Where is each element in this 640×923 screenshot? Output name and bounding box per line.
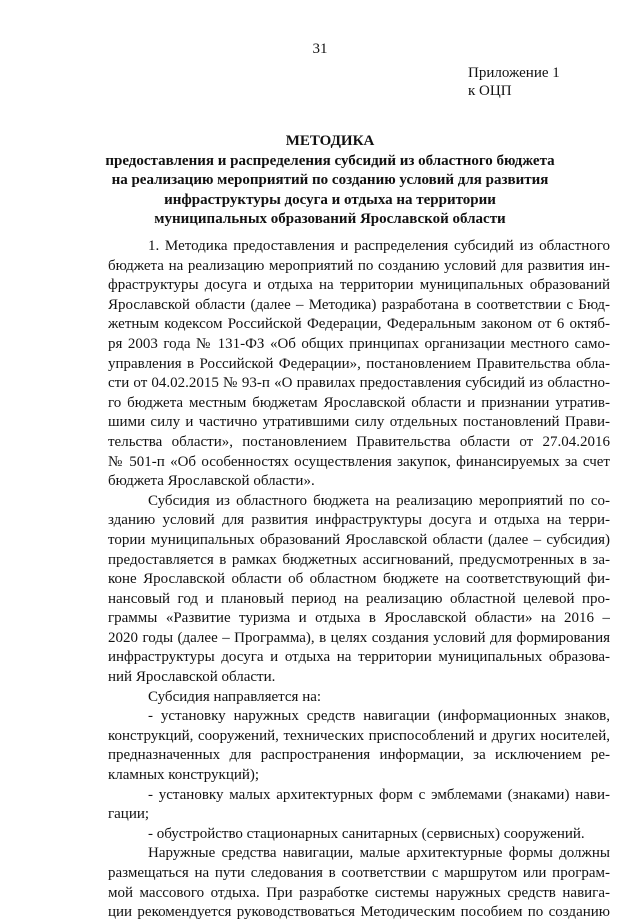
page-number: 31 <box>312 41 328 57</box>
appendix-note <box>468 64 560 100</box>
title-heading: МЕТОДИКА <box>285 133 375 149</box>
appendix-line: к ОЦП <box>468 83 512 99</box>
text-line: нансовый год и плановый период на реализацию областной целевой про- <box>108 590 610 607</box>
text-line: фраструктуры досуга и отдыха на территории муниципальных образований <box>108 277 610 294</box>
title-line: предоставления и распределения субсидий из областного бюджета <box>105 152 555 169</box>
text-line: Ярославской области (далее – Методика) разработана в соответствии с Бюд- <box>108 296 610 313</box>
document-title <box>60 132 600 230</box>
text-line: бюджета на реализацию мероприятий по созданию условий для развития ин- <box>108 257 610 274</box>
text-line: ний Ярославской области. <box>108 669 276 686</box>
text-line: бюджета Ярославской области». <box>108 473 315 490</box>
title-line: муниципальных образований Ярославской области <box>154 211 506 227</box>
text-line: - обустройство стационарных санитарных (сервисных) сооружений. <box>148 825 585 842</box>
text-line: жетным кодексом Российской Федерации, Федеральным законом от 6 октяб- <box>108 316 610 333</box>
text-line: предназначенных для распространения информации, за исключением ре- <box>108 747 610 764</box>
text-line: тельства области», постановлением Правительства области от 27.04.2016 <box>108 433 610 450</box>
text-line: кламных конструкций); <box>108 767 260 784</box>
text-line: Субсидия направляется на: <box>148 688 322 705</box>
text-line: Субсидия из областного бюджета на реализацию мероприятий по со- <box>148 492 610 509</box>
text-line: № 501-п «Об особенностях осуществления закупок, финансируемых за счет <box>108 453 610 470</box>
text-line: конструкций, сооружений, технических приспособлений и других носителей, <box>108 727 610 744</box>
text-line: зданию условий для развития инфраструктуры досуга и отдыха на терри- <box>108 512 610 529</box>
text-line: 2020 годы (далее – Программа), в целях создания условий для формирования <box>108 629 610 646</box>
text-line: - установку малых архитектурных форм с эмблемами (знаками) нави- <box>148 786 610 803</box>
title-line: на реализацию мероприятий по созданию условий для развития <box>111 172 549 188</box>
text-line: предоставляется в рамках бюджетных ассигнований, предусмотренных в за- <box>108 551 610 568</box>
text-line: мой массового отдыха. При разработке системы наружных средств навига- <box>108 884 610 901</box>
text-line: ции рекомендуется руководствоваться Методическим пособием по созданию <box>108 904 610 921</box>
text-line: граммы «Развитие туризма и отдыха в Ярославской области» на 2016 – <box>108 610 610 627</box>
text-line: го бюджета местным бюджетам Ярославской области и признании утратив- <box>108 394 610 411</box>
text-line: гации; <box>108 806 150 823</box>
text-line: сти от 04.02.2015 № 93-п «О правилах предоставления субсидий из областно- <box>108 375 610 392</box>
text-line: коне Ярославской области об областном бюджете на соответствующий фи- <box>108 571 610 588</box>
text-line: шими силу и частично утратившими силу отдельных постановлений Прави- <box>108 414 610 431</box>
text-line: тории муниципальных образований Ярославской области (далее – субсидия) <box>108 531 610 548</box>
appendix-line: Приложение 1 <box>468 65 560 81</box>
text-line: размещаться на пути следования в соответствии с маршрутом или програм- <box>108 865 610 881</box>
text-line: Наружные средства навигации, малые архитектурные формы должны <box>148 845 610 862</box>
text-line: управления в Российской Федерации», постановлением Правительства обла- <box>108 355 610 372</box>
document-body <box>108 237 610 923</box>
title-line: инфраструктуры досуга и отдыха на территории <box>164 191 496 208</box>
text-line: инфраструктуры досуга и отдыха на территории муниципальных образова- <box>108 649 610 666</box>
text-line: - установку наружных средств навигации (информационных знаков, <box>148 708 610 725</box>
text-line: 1. Методика предоставления и распределения субсидий из областного <box>148 238 610 254</box>
text-line: ря 2003 года № 131-ФЗ «Об общих принципах организации местного само- <box>108 335 610 352</box>
